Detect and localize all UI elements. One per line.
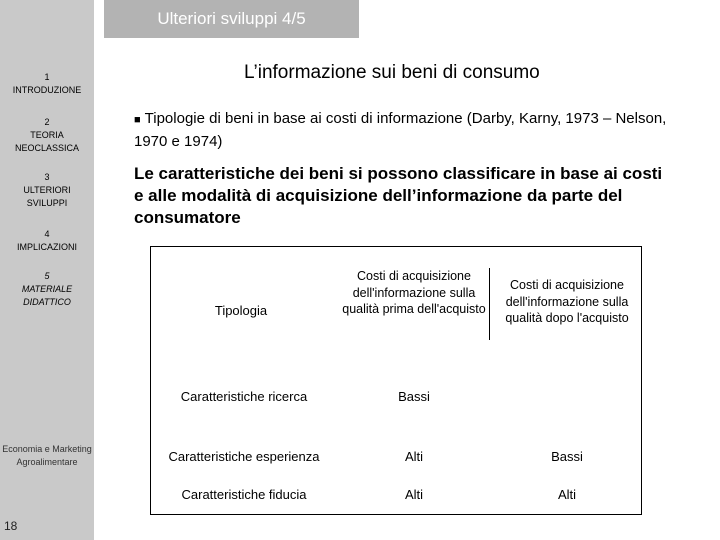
nav-number: 2 — [44, 117, 50, 127]
nav-label: ULTERIORI SVILUPPI — [23, 185, 71, 208]
nav-label: MATERIALE DIDATTICO — [21, 284, 73, 307]
nav-number: 3 — [44, 172, 50, 182]
slide-heading: L’informazione sui beni di consumo — [244, 62, 540, 83]
nav-item-implicazioni[interactable] — [0, 228, 94, 254]
table-header-costi-dopo: Costi di acquisizione dell'informazione sulla qualità dopo l'acquisto — [494, 277, 640, 327]
table-cell-row3-col1: Caratteristiche fiducia — [181, 487, 307, 502]
nav-number: 4 — [44, 229, 50, 239]
table-cell-row3-col2: Alti — [404, 487, 424, 502]
nav-label: IMPLICAZIONI — [16, 242, 77, 252]
bullet-item — [134, 108, 674, 153]
slide-title: Ulteriori sviluppi 4/5 — [104, 0, 359, 38]
table-cell-row1-col2: Bassi — [398, 389, 430, 404]
logo-text: Economia e Marketing Agroalimentare — [2, 444, 92, 467]
nav-label: TEORIA NEOCLASSICA — [14, 130, 80, 153]
nav-item-ulteriori-sviluppi[interactable] — [0, 171, 94, 210]
nav-number: 1 — [44, 72, 50, 82]
table-cell-row3-col3: Alti — [557, 487, 577, 502]
table-cell-row2-col2: Alti — [404, 449, 424, 464]
nav-number: 5 — [44, 271, 50, 281]
nav-item-introduzione[interactable] — [0, 71, 94, 97]
table-cell-row2-col3: Bassi — [551, 449, 583, 464]
page-number: 18 — [4, 519, 18, 533]
table-header-costi-prima: Costi di acquisizione dell'informazione sulla qualità prima dell'acquisto — [339, 268, 490, 340]
table-cell-row2-col1: Caratteristiche esperienza — [168, 449, 320, 464]
nav-item-materiale-didattico[interactable] — [0, 270, 94, 309]
statement-text: Le caratteristiche dei beni si possono classificare in base ai costi e alle modalità di acquisizione dell’informazione da parte del consumatore — [134, 164, 663, 227]
bullet-icon: ■ — [134, 114, 141, 126]
bullet-text: Tipologie di beni in base ai costi di informazione (Darby, Karny, 1973 – Nelson, 1970 e 1974) — [134, 110, 667, 150]
nav-item-teoria-neoclassica[interactable] — [0, 116, 94, 155]
nav-label: INTRODUZIONE — [12, 85, 82, 95]
table-header-tipologia: Tipologia — [214, 303, 268, 318]
table-cell-row1-col1: Caratteristiche ricerca — [180, 389, 308, 404]
